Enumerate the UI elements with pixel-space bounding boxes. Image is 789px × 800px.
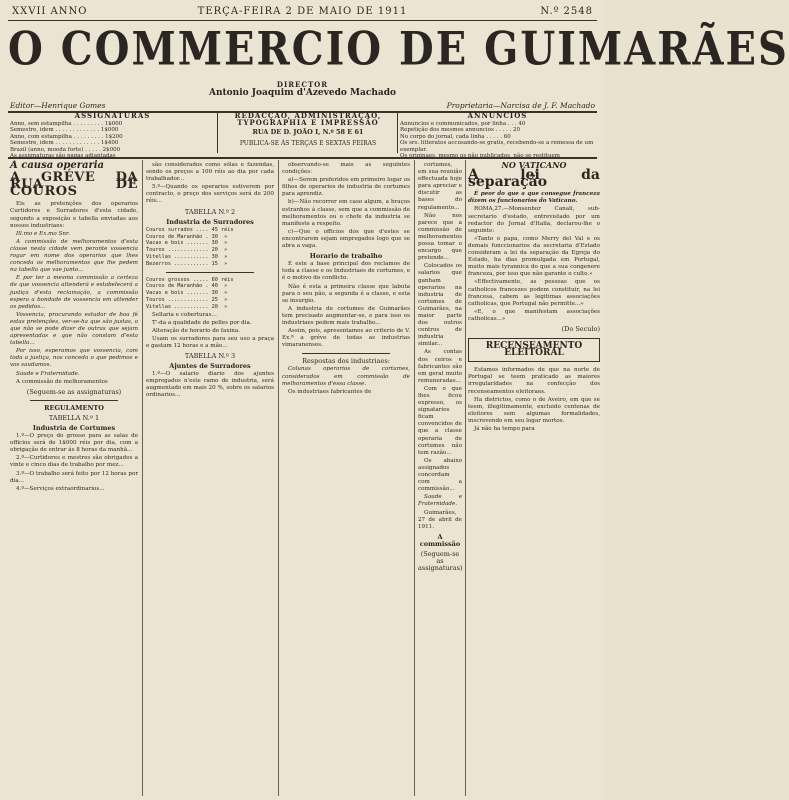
column-4: [418, 162, 462, 573]
column-3: [282, 162, 410, 794]
place-date: Guimarães, 27 de abril de 1911.: [418, 509, 462, 530]
section-title: NO VATICANO: [501, 160, 567, 170]
box-divider: [397, 113, 398, 153]
lead: É peor do que a que consegue franceza dizem os funcionarios do Vaticano.: [468, 191, 600, 205]
divider: [30, 400, 118, 401]
subheading: Respostas dos industriaes:: [302, 357, 390, 366]
source: (Do Seculo): [561, 324, 600, 333]
paragraph: Usam os surradores para seu uso a praça e gastam 12 horas e a mão...: [146, 335, 274, 349]
paragraph: Não é esta a primeira classe que labuta para o seu pão, a segunda é a classe, e esta se insurgio.: [282, 283, 410, 304]
redaction-title: REDACÇÃO, ADMINISTRAÇÃO, TYPOGRAPHIA E IMPRESSÃO: [234, 111, 382, 127]
ads-line: Os originaes, mesmo os não publicados, não se restituem: [400, 153, 561, 159]
regulation-title: REGULAMENTO: [44, 403, 104, 412]
paragraph: Vossencia, procurando estudar de boa fé estas pretenções, ver-se-ha que são justas, o que não se pode dizer de outras que sejam apresentadas e que não constam d'esta tabella...: [10, 311, 138, 347]
paragraph: observando-se mais as seguintes condições:: [282, 162, 410, 176]
columns-rule: [8, 157, 597, 159]
subscriptions-box: [10, 111, 215, 159]
price-table: Couros grossos ..... 60 réis Couros de Maranhão . 40 » Vacas e bois ....... 30 » Touros ............. 25 » Vitellas ........... 20 »: [146, 276, 234, 310]
signature: A commissão de melhoramentos: [16, 378, 108, 385]
paragraph: Alteração de horario de faxina.: [152, 327, 241, 334]
subscription-line: As assignaturas são pagas adiantadas: [10, 153, 116, 159]
paragraph: 2.º—Curtidores e mestres são obrigados a vinte e cinco dias de trabalho por mez...: [10, 455, 138, 469]
column-2: [146, 162, 274, 794]
divider: [166, 272, 254, 273]
paragraph: Colocados os salarios que ganham operarios na industria de cortumes de Guimarães, na maior parte dos outros centros de industria similar...: [418, 263, 462, 348]
editor-line: Editor—Henrique Gomes: [10, 101, 106, 110]
paragraph: a)—Serem preferidos em primeiro logar os filhos de operarios de industria de cortumes para aprendiz.: [282, 177, 410, 198]
paragraph: Com o que lhes ficou expresso, os signatarios ficam convencidos de que a classe operaria de cortumes não tem razão...: [418, 385, 462, 456]
director-label: DIRECTOR: [276, 80, 329, 89]
table-title: TABELLA N.º 1: [48, 413, 100, 422]
subscription-line: Semestre, idem . . . . . . . . . . . . . 1$000: [10, 127, 119, 133]
headline: A GRÉVE DA RUA DE COUROS: [10, 170, 138, 200]
salutation: Ill.mo e Ex.mo Snr.: [16, 230, 70, 237]
subscription-line: Anno, com estampilha . . . . . . . . . 1$200: [10, 133, 123, 140]
subscription-line: Brazil (anno, moeda forte) . . . . . 2$000: [10, 146, 121, 153]
paragraph: «E, o que manifestam associações catholicas...»: [468, 308, 600, 322]
ads-line: Annuncios e communicados, por linha . . . 40: [400, 120, 526, 127]
paragraph: b)—Não recorrer em caso algum, a braços estranhos á classe, sem que a commissão de melhoramentos ou o chefe da industria se manifeste a respeito.: [282, 199, 410, 227]
closing: Saude e Fraternidade.: [418, 494, 462, 508]
top-line: [8, 4, 597, 20]
subscriptions-title: ASSIGNATURAS: [74, 111, 151, 120]
issue-year: XXVII ANNO: [12, 6, 88, 17]
industry-title: Industria de Cortumes: [32, 424, 116, 432]
paragraph: Estamos informados de que na norte de Portugal se teem praticado as maiores irregularidades na confecção dos recenseamentos eleitoraes.: [468, 367, 600, 395]
paragraph: Os abaixo assignados concordam com a commissão...: [418, 457, 462, 493]
subscription-line: Anno, sem estampilha . . . . . . . . . 1$000: [10, 120, 123, 127]
paragraph: 5.º—Quando os operarios estiverem por contracto, o preço dos serviços será de 200 réis...: [146, 184, 274, 205]
table-title: TABELLA N.º 3: [184, 351, 236, 360]
signature-note: (Seguem-se as assignaturas): [418, 549, 463, 573]
paragraph: Por isso, esperamos que vossencia, com toda a justiça, nos conceda o que pedimos e vos saudamos.: [10, 348, 138, 369]
redaction-box: [222, 113, 394, 153]
industry-title: Industria de Surradores: [166, 217, 254, 226]
owner-line: Proprietaria—Narcisa de J. F. Machado: [446, 101, 595, 110]
paragraph: 4.º—Serviços extraordinarios...: [16, 485, 105, 492]
box-heading: RECENSEAMENTO ELEITORAL: [468, 338, 600, 362]
divider: [302, 353, 390, 354]
column-divider: [278, 160, 279, 796]
paragraph: 3.º—O trabalho será feito por 12 horas por dia...: [10, 470, 138, 484]
box-divider: [217, 113, 218, 153]
paragraph: Não nos parece que a commissão de melhoramentos possa tomar o encargo que pretende...: [418, 212, 463, 262]
paragraph: Sellaria e coberturas...: [152, 311, 217, 318]
paragraph: Ha districtos, como o de Aveiro, em que se teem, illegitimamente, excluido centenas de eleitores sem algumas formalidades, inscrevendo em seu logar mortos.: [468, 396, 600, 424]
ads-line: No corpo do jornal, cada linha . . . . . 60: [400, 133, 511, 140]
paragraph: «Tanto o papa, como Merry del Val e os demais funccionarios da secretaria d'Estado consideram a lei da separação da Egreja do Estado, ha dias promulgada em Portugal, muito mais tyrannica do que a sua congenere franceza, por isso que não garante o culto.»: [468, 235, 600, 278]
signature: A commissão: [419, 532, 461, 548]
ads-title: ANNUNCIOS: [467, 111, 528, 120]
section-title: A causa operaria: [10, 160, 104, 171]
issue-date: TERÇA-FEIRA 2 DE MAIO DE 1911: [197, 6, 408, 17]
paragraph: E este a base principal dos reclamos de toda a classe e os Industriaes de cortumes, e é o motivo do conflicto.: [282, 261, 410, 282]
paragraph: T'-da a qualidade de pelles por dia.: [152, 319, 252, 326]
column-divider: [465, 160, 466, 796]
column-divider: [414, 160, 415, 796]
issue-number: N.º 2548: [540, 6, 593, 17]
ads-line: Os srs. litteratos accusando-se gratis, recebendo-se a remessa de um exemplar.: [400, 140, 594, 153]
paragraph: são considerados como sólas e fazendas, sendo os preços a 100 réis ao dia por cada trabalhador...: [146, 162, 274, 183]
paragraph: 1.º—O preço do grosso para as salas de officios será de 1$000 réis por dia, com a obrigação de entrar ás 8 horas da manhã...: [10, 433, 138, 454]
publication-days: PUBLICA-SE ÁS TERÇAS E SEXTAS FEIRAS: [239, 139, 377, 147]
paragraph: Eis as pretenções dos operarios Curtidores e Surradores d'esta cidade, segundo a exposição e tabella enviadas aos nossos industriaes:: [10, 201, 138, 229]
ads-box: [400, 111, 595, 159]
paragraph: A commissão de melhoramentos d'esta classe nesta cidade vem perante vossencia rogar em nome dos operarios que lhes conceda os melhoramentos que lhe pedem na tabella que vae junto...: [10, 238, 138, 274]
column-5: [468, 162, 600, 794]
paragraph: cortumes, em sua reunião effectuada hoje para apreciar e discutir as bases do regulamento...: [418, 162, 462, 211]
subheading: Horario de trabalho: [309, 252, 383, 261]
paragraph: 1.º—O salario diario dos ajuntes empregados n'este ramo de industria, será augmentado em mais 20 %, sobre os salarios ordinarios...: [146, 371, 274, 399]
paragraph: ROMA,27.—Monsenhor Canali, sub-secretario d'estado, entrevistado por um redactor do Jornal d'Italia, declarou-lhe o seguinte:: [468, 206, 600, 234]
paragraph: «Effectivamente, as pessoas que os catholicos francezes podem constituir, na lei francesa, cabem as legitimas associações catholicas, que Portugal não permitte...»: [468, 279, 600, 307]
paragraph: E por ter a mesma commissão a certeza de que vossencia attenderá e estabelecerá a justiça d'esta reclamação, a commissão espera a bondade de vossencia em attender os pedidos...: [10, 275, 138, 310]
paragraph: Colunas operarios de cortumes, considerados em commissão de melhoramentos d'essa classe.: [282, 366, 410, 387]
column-1: [10, 162, 138, 794]
top-rule: [8, 20, 597, 21]
price-table: Couros surrados .... 45 réis Couros de Maranhão . 30 » Vacas e bois ....... 30 » Touros ............. 20 » Vitellas ........... 30 » Bezerros ........... 15 »: [146, 226, 234, 267]
paragraph: A industria de cortumes de Guimarães tem precisado augmentar-se, e para isso os industriaes pedem mais trabalho...: [282, 305, 410, 326]
table-title: TABELLA N.º 2: [184, 207, 236, 216]
masthead-title: O COMMERCIO DE GUIMARÃES: [8, 22, 789, 77]
redaction-address: RUA DE D. JOÃO I, N.º 58 E 61: [252, 128, 364, 136]
column-divider: [142, 160, 143, 796]
paragraph: Assim, pois, apresentamos ao criterio de V. Ex.ª a gréve de todas as industrias vimaranenses.: [282, 328, 410, 349]
paragraph: Já não ha tempo para: [474, 426, 535, 432]
signature-note: (Seguem-se as assignaturas): [26, 387, 122, 396]
paragraph: c)—Que o officios dos que d'estes se encontrarem sejam empregados logo que se abra a vaga.: [282, 228, 410, 250]
paragraph: As contas dos ceiros e fabricantes são em geral muito remuneradas...: [418, 349, 462, 384]
subscription-line: Semestre, idem . . . . . . . . . . . . . 1$400: [10, 140, 119, 146]
paragraph: Os industriaes fabricantes de: [288, 388, 372, 395]
closing: Saude e Fraternidade.: [16, 370, 80, 377]
industry-title: Ajuntes de Surradores: [169, 362, 251, 371]
ads-line: Repetição dos mesmos annuncios . . . . . 20: [400, 127, 521, 133]
headline: A lei da separação: [468, 167, 600, 191]
director-name: Antonio Joaquim d'Azevedo Machado: [209, 88, 396, 98]
